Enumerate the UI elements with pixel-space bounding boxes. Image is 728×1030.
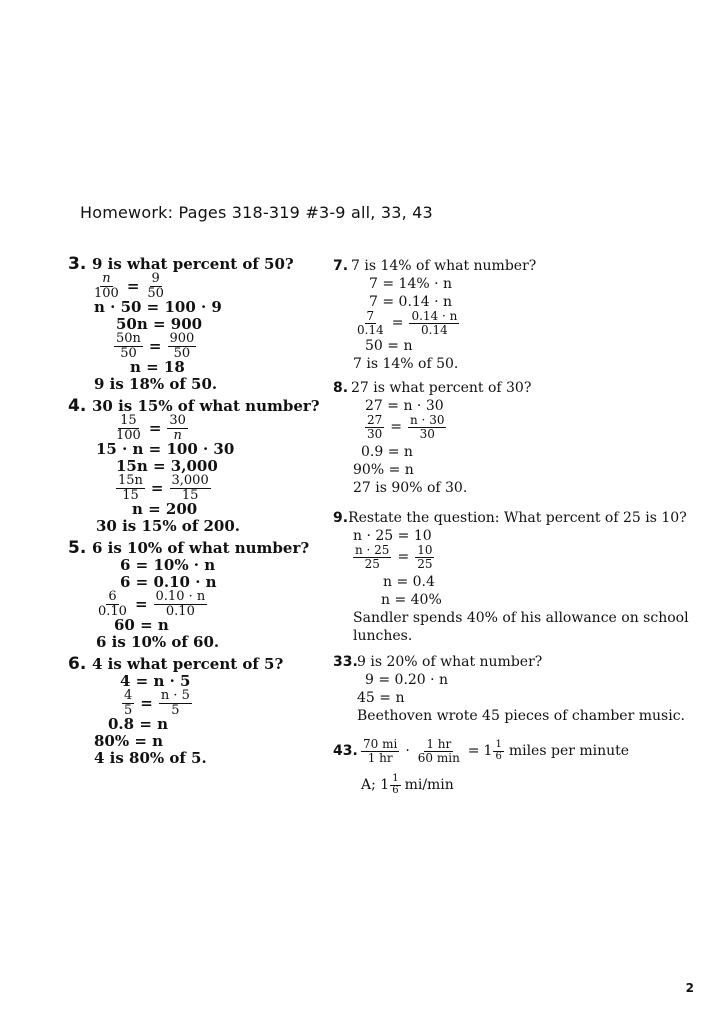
equation-line: n = 18 xyxy=(130,358,185,376)
equation-line: 7 = 0.14 · n xyxy=(369,294,453,310)
answer-line: 27 is 90% of 30. xyxy=(353,480,468,496)
equation-line: 15 · n = 100 · 30 xyxy=(96,440,235,458)
problem-8 xyxy=(333,380,653,496)
equation-line: 50 = n xyxy=(365,338,413,354)
answer-line: 9 is 18% of 50. xyxy=(94,375,218,393)
equation-line: 50n = 900 xyxy=(116,315,203,333)
problem-5 xyxy=(68,540,330,651)
question: 27 is what percent of 30? xyxy=(351,380,532,396)
question: Restate the question: What percent of 25 is 10? xyxy=(348,510,687,526)
equation-line: 45 = n xyxy=(357,690,405,706)
problem-number: 8. xyxy=(333,380,349,396)
proportion-line: $\frac{50n}{50}$ = $\frac{900}{50}$ xyxy=(116,330,195,361)
question: 7 is 14% of what number? xyxy=(351,258,537,274)
problem-3 xyxy=(68,256,330,393)
equation-line: 15n = 3,000 xyxy=(116,457,218,475)
problem-4 xyxy=(68,398,330,535)
problem-6 xyxy=(68,656,330,767)
answer-line: 6 is 10% of 60. xyxy=(96,633,220,651)
answer-line: lunches. xyxy=(353,628,413,644)
proportion-line: $\frac{4}{5}$ = $\frac{n \cdot 5}{5}$ xyxy=(124,687,190,718)
question: 9 is 20% of what number? xyxy=(357,654,543,670)
proportion-line: $\frac{7}{0.14}$ = $\frac{0.14 \cdot n}{0.14}$ xyxy=(357,308,458,337)
equation-line: 27 = n · 30 xyxy=(365,398,444,414)
problem-number: 43. xyxy=(333,743,358,759)
proportion-line: $\frac{n}{100}$ = $\frac{9}{50}$ xyxy=(94,270,164,301)
problem-number: 5. xyxy=(68,538,87,558)
question: 30 is 15% of what number? xyxy=(92,397,320,415)
right-column xyxy=(333,258,689,798)
question: 4 is what percent of 5? xyxy=(92,655,284,673)
answer-line: A; 1 $\frac{1}{6}$ mi/min xyxy=(361,773,454,796)
equation-line: 0.8 = n xyxy=(108,715,169,733)
question: 9 is what percent of 50? xyxy=(92,255,294,273)
proportion-line: $\frac{6}{0.10}$ = $\frac{0.10 \cdot n}{0.10}$ xyxy=(98,588,206,619)
problem-number: 7. xyxy=(333,258,349,274)
problem-number: 3. xyxy=(68,254,87,274)
proportion-line: $\frac{15}{100}$ = $\frac{30}{n}$ xyxy=(116,412,186,443)
equation-line: 6 = 10% · n xyxy=(120,556,216,574)
proportion-line: $\frac{27}{30}$ = $\frac{n \cdot 30}{30}$ xyxy=(367,412,445,441)
problem-number: 4. xyxy=(68,396,87,416)
answer-line: 7 is 14% of 50. xyxy=(353,356,459,372)
equation-line: 9 = 0.20 · n xyxy=(365,672,449,688)
proportion-line: $\frac{15n}{15}$ = $\frac{3,000}{15}$ xyxy=(118,472,209,503)
problem-9 xyxy=(333,510,689,644)
problem-number: 6. xyxy=(68,654,87,674)
equation-line: 6 = 0.10 · n xyxy=(120,573,217,591)
equation-line: n · 25 = 10 xyxy=(353,528,432,544)
equation-line: 7 = 14% · n xyxy=(369,276,453,292)
problem-43: 43. $\frac{70 mi}{1 hr}$ · $\frac{1 hr}{60 \min}$ = 1 $\frac{1}{6}$ miles per minute A; 1 $\frac{1}{6}$ mi/min xyxy=(333,738,653,798)
equation-line: 60 = n xyxy=(114,616,169,634)
equation-line: 0.9 = n xyxy=(361,444,413,460)
answer-line: 4 is 80% of 5. xyxy=(94,749,207,767)
problem-number: 9. xyxy=(333,510,349,526)
page-number: 2 xyxy=(685,981,694,995)
homework-heading: Homework: Pages 318-319 #3-9 all, 33, 43 xyxy=(80,203,433,222)
answer-line: 30 is 15% of 200. xyxy=(96,517,241,535)
equation-line: n = 40% xyxy=(381,592,442,608)
problem-number: 33. xyxy=(333,654,358,670)
problem-33 xyxy=(333,654,685,724)
answer-line: Sandler spends 40% of his allowance on school xyxy=(353,610,689,626)
proportion-line: $\frac{n \cdot 25}{25}$ = $\frac{10}{25}$ xyxy=(355,542,433,571)
equation-line: n = 0.4 xyxy=(383,574,435,590)
problem-7 xyxy=(333,258,653,372)
equation-line: 4 = n · 5 xyxy=(120,672,191,690)
answer-line: Beethoven wrote 45 pieces of chamber music. xyxy=(357,708,685,724)
equation-line: 80% = n xyxy=(94,732,164,750)
question: 6 is 10% of what number? xyxy=(92,539,310,557)
equation-line: 90% = n xyxy=(353,462,414,478)
equation-line: n · 50 = 100 · 9 xyxy=(94,298,222,316)
equation-line: n = 200 xyxy=(132,500,198,518)
left-column xyxy=(68,256,330,767)
